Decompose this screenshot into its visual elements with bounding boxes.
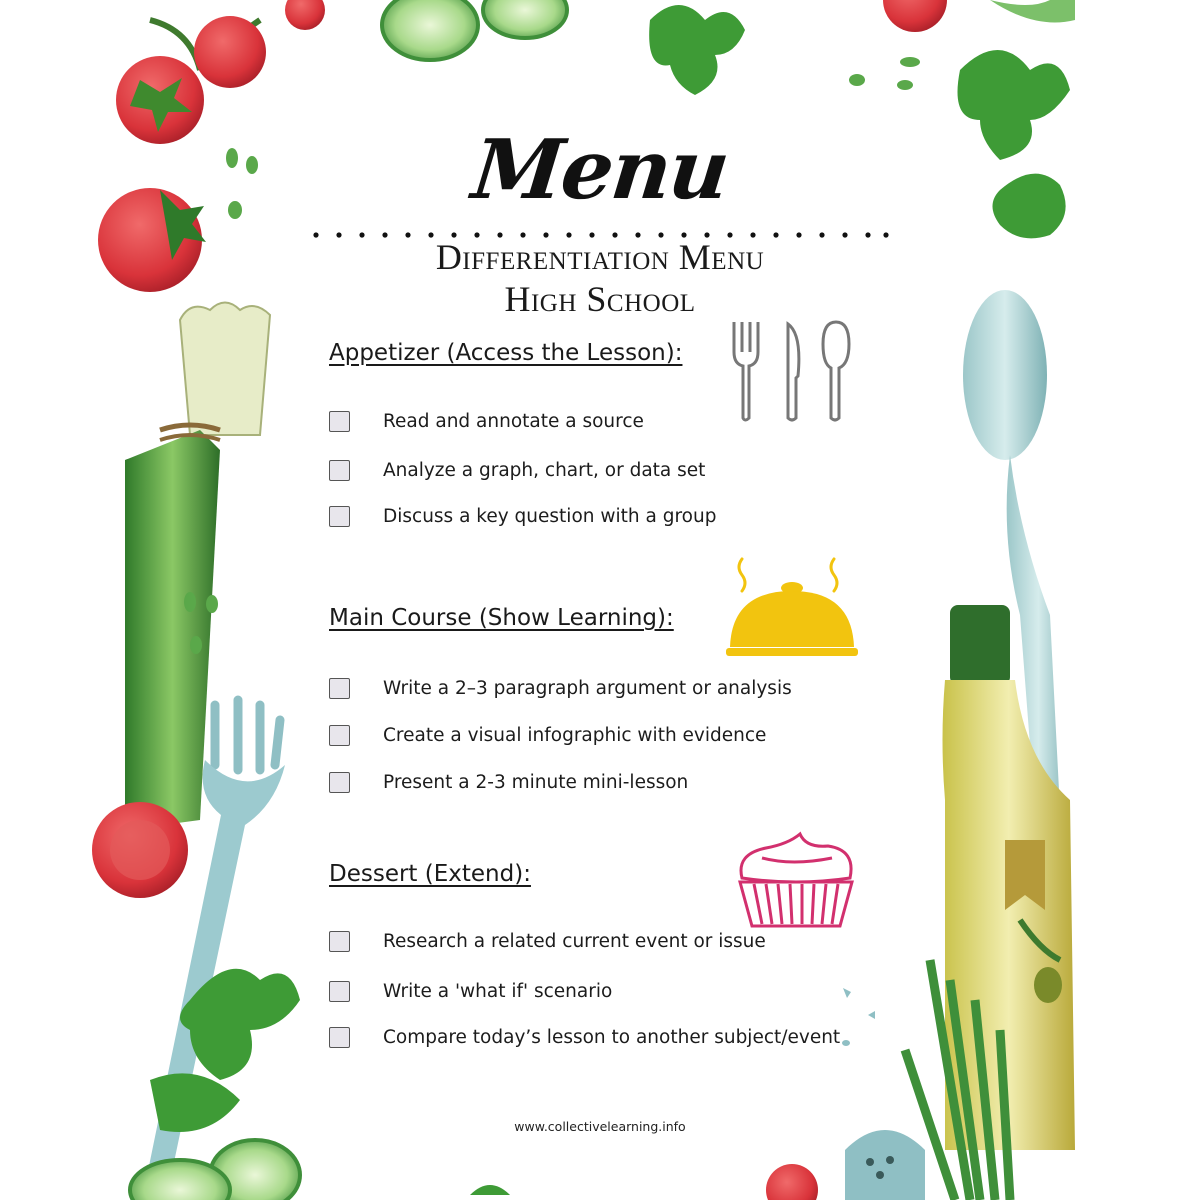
serving-cloche-icon <box>724 555 860 661</box>
list-item[interactable] <box>329 501 716 531</box>
item-label: Write a 2–3 paragraph argument or analysis <box>383 677 792 699</box>
list-item[interactable] <box>329 673 792 703</box>
list-item[interactable] <box>329 1022 840 1052</box>
item-label: Create a visual infographic with evidence <box>383 724 767 746</box>
item-label: Read and annotate a source <box>383 410 644 432</box>
item-label: Compare today’s lesson to another subject/event <box>383 1026 841 1048</box>
item-label: Research a related current event or issue <box>383 930 766 952</box>
cupcake-icon <box>732 826 860 932</box>
footer-website: www.collectivelearning.info <box>514 1119 686 1134</box>
checkbox[interactable] <box>329 772 350 793</box>
checkbox[interactable] <box>329 931 350 952</box>
checkbox[interactable] <box>329 678 350 699</box>
section-heading-dessert: Dessert (Extend): <box>329 861 531 887</box>
item-label: Analyze a graph, chart, or data set <box>383 459 706 481</box>
checkbox[interactable] <box>329 981 350 1002</box>
checkbox[interactable] <box>329 1027 350 1048</box>
item-label: Present a 2-3 minute mini-lesson <box>383 771 689 793</box>
item-label: Discuss a key question with a group <box>383 505 717 527</box>
list-item[interactable] <box>329 720 766 750</box>
list-item[interactable] <box>329 767 688 797</box>
checkbox[interactable] <box>329 725 350 746</box>
section-heading-main-course: Main Course (Show Learning): <box>329 605 674 631</box>
subtitle-high-school: High School <box>504 279 696 319</box>
list-item[interactable] <box>329 976 612 1006</box>
list-item[interactable] <box>329 406 644 436</box>
subtitle-differentiation-menu: Differentiation Menu <box>435 237 765 277</box>
list-item[interactable] <box>329 926 766 956</box>
list-item[interactable] <box>329 455 705 485</box>
item-label: Write a 'what if' scenario <box>383 980 613 1002</box>
section-heading-appetizer: Appetizer (Access the Lesson): <box>329 340 683 366</box>
checkbox[interactable] <box>329 460 350 481</box>
checkbox[interactable] <box>329 506 350 527</box>
checkbox[interactable] <box>329 411 350 432</box>
utensils-icon <box>728 320 856 424</box>
menu-title: Menu <box>467 122 733 218</box>
